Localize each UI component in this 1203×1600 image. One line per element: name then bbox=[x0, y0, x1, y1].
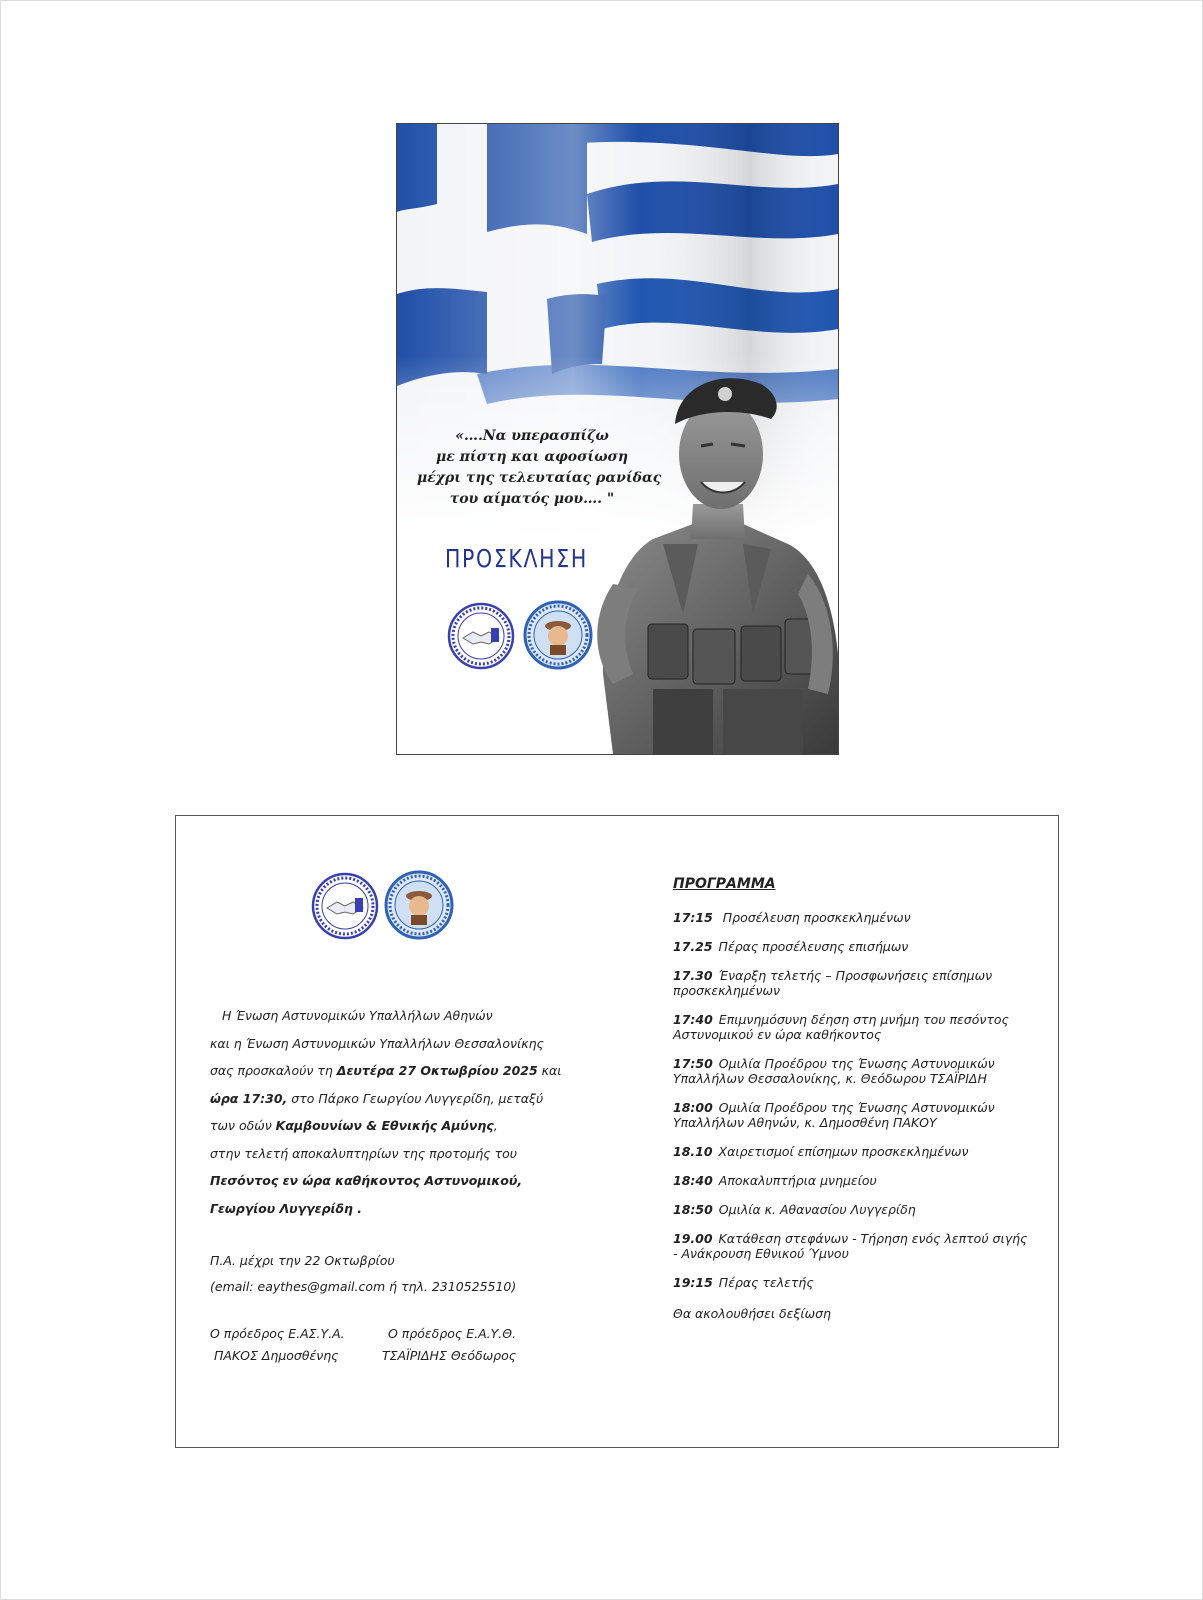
handshake-emblem-icon bbox=[447, 602, 515, 670]
invitation-line bbox=[210, 1116, 590, 1144]
invitation-line bbox=[210, 1199, 590, 1227]
rsvp-contact: (email: eaythes@gmail.com ή τηλ. 2310525510) bbox=[210, 1279, 517, 1294]
text-segment: σας προσκαλούν τη bbox=[210, 1063, 337, 1078]
program-item bbox=[673, 939, 1033, 954]
program bbox=[673, 876, 1033, 1321]
signature-name: ΠΑΚΟΣ Δημοσθένης bbox=[214, 1348, 339, 1363]
invitation-line bbox=[210, 1061, 590, 1089]
program-item bbox=[673, 1173, 1033, 1188]
policeman-mascot-icon bbox=[384, 870, 454, 940]
program-description: Χαιρετισμοί επίσημων προσκεκλημένων bbox=[718, 1144, 969, 1159]
program-description: Κατάθεση στεφάνων - Τήρηση ενός λεπτού σιγής - Ανάκρουση Εθνικού Ύμνου bbox=[673, 1231, 1028, 1261]
program-time: 17:40 bbox=[673, 1012, 713, 1027]
signature-role: Ο πρόεδρος Ε.ΑΣ.Υ.Α. bbox=[210, 1326, 345, 1341]
program-time: 18:40 bbox=[673, 1173, 713, 1188]
program-time: 19:15 bbox=[673, 1275, 713, 1290]
program-item bbox=[673, 1056, 1033, 1086]
cover-card bbox=[396, 123, 839, 755]
quote-line: με πίστη και αφοσίωση bbox=[435, 449, 629, 465]
program-description: Επιμνημόσυνη δέηση στη μνήμη του πεσόντος Αστυνομικού εν ώρα καθήκοντος bbox=[673, 1012, 1009, 1042]
program-item bbox=[673, 968, 1033, 998]
program-description: Ομιλία Προέδρου της Ένωσης Αστυνομικών Υπαλλήλων Αθηνών, κ. Δημοσθένη ΠΑΚΟΥ bbox=[673, 1100, 995, 1130]
honoree-name: Γεωργίου Λυγγερίδη . bbox=[210, 1200, 363, 1216]
invitation-body bbox=[210, 1006, 590, 1226]
invitation-line: στην τελετή αποκαλυπτηρίων της προτομής του bbox=[210, 1145, 518, 1161]
quote-line: μέχρι της τελευταίας ρανίδας bbox=[417, 470, 662, 486]
program-description: Προσέλευση προσκεκλημένων bbox=[718, 910, 911, 925]
program-item bbox=[673, 1202, 1033, 1217]
program-item bbox=[673, 1012, 1033, 1042]
rsvp-block bbox=[210, 1248, 516, 1300]
program-time: 17.25 bbox=[673, 939, 713, 954]
event-time: ώρα 17:30, bbox=[210, 1090, 288, 1106]
inner-card bbox=[175, 815, 1059, 1448]
signature-name: ΤΣΑΪΡΙΔΗΣ Θεόδωρος bbox=[382, 1348, 517, 1363]
signature-left bbox=[210, 1323, 345, 1367]
program-time: 17:15 bbox=[673, 910, 713, 925]
program-description: Πέρας τελετής bbox=[718, 1275, 814, 1290]
quote-line: «….Να υπερασπίζω bbox=[455, 428, 609, 444]
quote-line: του αίματός μου…. " bbox=[449, 491, 615, 507]
program-time: 18.10 bbox=[673, 1144, 713, 1159]
program-time: 18:00 bbox=[673, 1100, 713, 1115]
invitation-line bbox=[210, 1089, 590, 1117]
event-date: Δευτέρα 27 Οκτωβρίου 2025 bbox=[336, 1063, 538, 1078]
text-segment: των οδών bbox=[210, 1118, 276, 1133]
program-time: 17.30 bbox=[673, 968, 713, 983]
signature-right bbox=[382, 1323, 516, 1367]
signature-role: Ο πρόεδρος Ε.Α.Υ.Θ. bbox=[388, 1326, 517, 1341]
program-item bbox=[673, 910, 1033, 925]
text-segment: στο Πάρκο Γεωργίου Λυγγερίδη, μεταξύ bbox=[287, 1090, 544, 1106]
event-streets: Καμβουνίων & Εθνικής Αμύνης bbox=[275, 1118, 494, 1133]
soldier-portrait-icon bbox=[593, 354, 838, 754]
program-list bbox=[673, 910, 1033, 1290]
program-time: 18:50 bbox=[673, 1202, 713, 1217]
program-item bbox=[673, 1231, 1033, 1261]
text-segment: , bbox=[493, 1118, 498, 1133]
program-title: ΠΡΟΓΡΑΜΜΑ bbox=[673, 876, 776, 892]
invitation-line: Η Ένωση Αστυνομικών Υπαλλήλων Αθηνών bbox=[222, 1008, 493, 1023]
policeman-mascot-icon bbox=[523, 600, 593, 670]
program-item bbox=[673, 1100, 1033, 1130]
rsvp-deadline: Π.Α. μέχρι την 22 Οκτωβρίου bbox=[210, 1253, 395, 1268]
text-segment: και bbox=[537, 1063, 562, 1078]
program-description: Πέρας προσέλευσης επισήμων bbox=[718, 939, 909, 954]
program-item bbox=[673, 1275, 1033, 1290]
program-description: Ομιλία κ. Αθανασίου Λυγγερίδη bbox=[718, 1202, 916, 1217]
honoree-title: Πεσόντος εν ώρα καθήκοντος Αστυνομικού, bbox=[210, 1173, 523, 1188]
program-description: Αποκαλυπτήρια μνημείου bbox=[718, 1173, 877, 1188]
program-description: Ομιλία Προέδρου της Ένωσης Αστυνομικών Υπαλλήλων Θεσσαλονίκης, κ. Θεόδωρου ΤΣΑΪΡΙΔΗ bbox=[673, 1056, 995, 1086]
program-item bbox=[673, 1144, 1033, 1159]
program-time: 19.00 bbox=[673, 1231, 713, 1246]
invitation-line: και η Ένωση Αστυνομικών Υπαλλήλων Θεσσαλονίκης bbox=[210, 1035, 544, 1051]
invitation-title: ΠΡΟΣΚΛΗΣΗ bbox=[445, 544, 588, 573]
program-time: 17:50 bbox=[673, 1056, 713, 1071]
program-description: Έναρξη τελετής – Προσφωνήσεις επίσημων προσκεκλημένων bbox=[673, 968, 993, 998]
invitation-line bbox=[210, 1171, 590, 1199]
program-footer: Θα ακολουθήσει δεξίωση bbox=[673, 1306, 831, 1321]
handshake-emblem-icon bbox=[311, 872, 379, 940]
